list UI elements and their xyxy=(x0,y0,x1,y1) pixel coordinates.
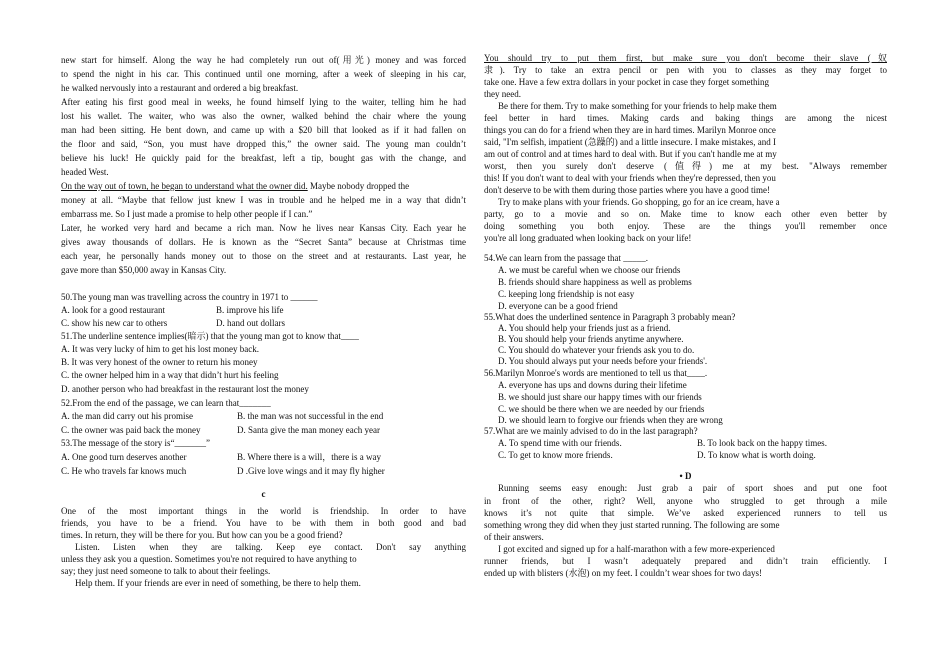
story-line: to spend the night in his car. This continued until one morning, after a week of sleeping in his car, xyxy=(61,69,466,79)
question-stem: 55.What does the underlined sentence in Paragraph 3 probably mean? xyxy=(484,312,736,322)
question-stem: 52.From the end of the passage, we can learn that_______ xyxy=(61,398,271,408)
passage-line: of their answers. xyxy=(484,532,544,542)
passage-line: am out of control and at times hard to deal with. But if you can't handle me at my xyxy=(484,149,777,159)
story-line: lost his wallet. The waiter, who was also the owner, walked behind the chair where the young xyxy=(61,111,466,121)
question-stem: 56.Marilyn Monroe's words are mentioned to tell us that____. xyxy=(484,368,708,378)
option-c: C. You should do whatever your friends ask you to do. xyxy=(498,345,695,355)
passage-line: runner friends, but I wasn’t adequately prepared and didn’t train efficiently. I xyxy=(484,556,887,566)
story-line: gave more than $50,000 away in Kansas City. xyxy=(61,265,227,275)
option-b: B. the man was not successful in the end xyxy=(237,411,384,421)
option-d: D. To know what is worth doing. xyxy=(697,450,816,460)
option-a: A. look for a good restaurant xyxy=(61,305,165,315)
option-a: A. It was very lucky of him to get his lost money back. xyxy=(61,344,259,354)
option-d: D. everyone can be a good friend xyxy=(498,301,618,311)
passage-line: things you can do for a friend when they are in hard times. Marilyn Monroe once xyxy=(484,125,776,135)
option-c: C. the owner helped him in a way that didn’t hurt his feeling xyxy=(61,370,279,380)
option-c: C. show his new car to others xyxy=(61,318,168,328)
option-c: C. we should be there when we are needed by our friends xyxy=(498,404,705,414)
question-stem: 54.We can learn from the passage that _____. xyxy=(484,253,648,263)
option-c: C. keeping long friendship is not easy xyxy=(498,289,635,299)
question-stem: 50.The young man was travelling across the country in 1971 to ______ xyxy=(61,292,318,302)
option-c: C. He who travels far knows much xyxy=(61,466,187,476)
passage-line: Try to make plans with your friends. Go shopping, go for an ice cream, have a xyxy=(498,197,780,207)
option-b: B. You should help your friends anytime anywhere. xyxy=(498,334,684,344)
option-a: A. we must be careful when we choose our friends xyxy=(498,265,681,275)
passage-line: you're all long graduated when looking back on your life! xyxy=(484,233,692,243)
passage-line: unless they ask you a question. Sometimes you're not required to have anything to xyxy=(61,554,357,564)
passage-line: ended up with blisters (水泡) on my feet. I couldn’t wear shoes for two days! xyxy=(484,568,763,578)
story-line: he walked nervously into a restaurant and ordered a big breakfast. xyxy=(61,83,299,93)
passage-line: You should try to put them first, but make sure you don't become their slave (奴 xyxy=(484,53,887,63)
passage-line: Help them. If your friends are ever in need of something, be there to help them. xyxy=(75,578,361,588)
option-a: A. the man did carry out his promise xyxy=(61,411,193,421)
section-heading: c xyxy=(261,489,266,499)
passage-line: in front of the other, right? Well, anyone who struggled to get through a mile xyxy=(484,496,887,506)
passage-line: doing something you both enjoy. These are the things you'll remember once xyxy=(484,221,887,231)
option-b: B. It was very honest of the owner to return his money xyxy=(61,357,258,367)
passage-line: Listen. Listen when they are talking. Keep eye contact. Don't say anything xyxy=(75,542,466,552)
option-a: A. You should help your friends just as a friend. xyxy=(498,323,671,333)
question-stem: 57.What are we mainly advised to do in the last paragraph? xyxy=(484,426,698,436)
story-line: gives away thousands of dollars. He is known as the “Secret Santa” because at Christmas time xyxy=(61,237,466,247)
option-b: B. To look back on the happy times. xyxy=(697,438,827,448)
story-line: Later, he worked very hard and became a rich man. Now he lives near Kansas City. Each year he xyxy=(61,223,466,233)
passage-line: don't deserve to be with them during those parties where you have a good time! xyxy=(484,185,771,195)
story-line: money at all. “Maybe that fellow just knew I was in trouble and he helped me in a way that didn’t xyxy=(61,195,466,205)
passage-line: knows it’s not quite that simple. We’ve asked experienced runners to tell us xyxy=(484,508,887,518)
passage-line: say; they just need someone to talk to about their feelings. xyxy=(61,566,271,576)
option-b: B. improve his life xyxy=(216,305,284,315)
option-d: D. You should always put your needs before your friends'. xyxy=(498,356,708,366)
story-text: Maybe nobody dropped the xyxy=(307,181,410,191)
passage-line: 隶). Try to take an extra pencil or pen with you to classes as they may forget to xyxy=(484,65,887,75)
passage-line: One of the most important things in the world is friendship. In order to have xyxy=(61,506,466,516)
passage-line: Running seems easy enough: Just grab a pair of sport shoes and put one foot xyxy=(498,483,887,493)
passage-line: worst, then you surely don't deserve (值得) me at my best. "Always remember xyxy=(484,161,887,171)
passage-line: times. In return, they will be there for you. But how can you be a good friend? xyxy=(61,530,343,540)
story-line: headed West. xyxy=(61,167,109,177)
question-stem: 53.The message of the story is“_______” xyxy=(61,438,210,448)
section-heading: • D xyxy=(679,471,692,481)
passage-line: take one. Have a few extra dollars in your pocket in case they forget something xyxy=(484,77,769,87)
option-b: B. Where there is a will，there is a way xyxy=(237,452,382,462)
story-line: embarrass me. So I just made a promise to help other people if I can.” xyxy=(61,209,313,219)
option-a: A. To spend time with our friends. xyxy=(498,438,622,448)
passage-line: something wrong they did when they just started running. The following are some xyxy=(484,520,780,530)
passage-line: I got excited and signed up for a half-marathon with a few more-experienced xyxy=(498,544,775,554)
story-line-underlined xyxy=(61,181,409,192)
story-line: man had been sitting. He bent down, and came up with a $20 bill that looked as if it had fallen on xyxy=(61,125,466,135)
passage-line: they need. xyxy=(484,89,521,99)
passage-line: said, "I'm selfish, impatient (急躁的) and a little insecure. I make mistakes, and I xyxy=(484,137,776,147)
option-d: D. another person who had breakfast in the restaurant lost the money xyxy=(61,384,309,394)
option-d: D. hand out dollars xyxy=(216,318,285,328)
story-line: believe his luck! He quickly paid for the breakfast, left a tip, bought gas with the change, and xyxy=(61,153,466,163)
passage-line: friends, you have to be a friend. You have to be with them in both good and bad xyxy=(61,518,466,528)
story-line: new start for himself. Along the way he had completely run out of(用光) money and was forced xyxy=(61,55,466,65)
option-d: D. Santa give the man money each year xyxy=(237,425,380,435)
option-c: C. the owner was paid back the money xyxy=(61,425,201,435)
option-d: D .Give love wings and it may fly higher xyxy=(237,466,385,476)
story-line: the floor and said, “Son, you must have dropped this,” the owner said. The young man couldn’t xyxy=(61,139,466,149)
option-d: D. we should learn to forgive our friends when they are wrong xyxy=(498,415,723,425)
passage-line: feel better in hard times. Making cards and baking things are among the nicest xyxy=(484,113,887,123)
option-a: A. everyone has ups and downs during their lifetime xyxy=(498,380,687,390)
passage-line: Be there for them. Try to make something for your friends to help make them xyxy=(498,101,777,111)
underlined-sentence: On the way out of town, he began to understand what the owner did. xyxy=(61,181,308,191)
option-a: A. One good turn deserves another xyxy=(61,452,187,462)
option-b: B. friends should share happiness as well as problems xyxy=(498,277,692,287)
story-line: After eating his first good meal in weeks, he found himself lying to the waiter, telling him he had xyxy=(61,97,466,107)
passage-line: this! If you don't want to deal with your friends when they're depressed, then you xyxy=(484,173,776,183)
story-line: each year, he personally hands money out to those on the street and at restaurants. Last year, he xyxy=(61,251,466,261)
passage-line: party, go to a movie and so on. Make time to know each other even better by xyxy=(484,209,887,219)
question-stem: 51.The underline sentence implies(暗示) that the young man got to know that____ xyxy=(61,331,359,341)
option-b: B. we should just share our happy times with our friends xyxy=(498,392,702,402)
option-c: C. To get to know more friends. xyxy=(498,450,613,460)
